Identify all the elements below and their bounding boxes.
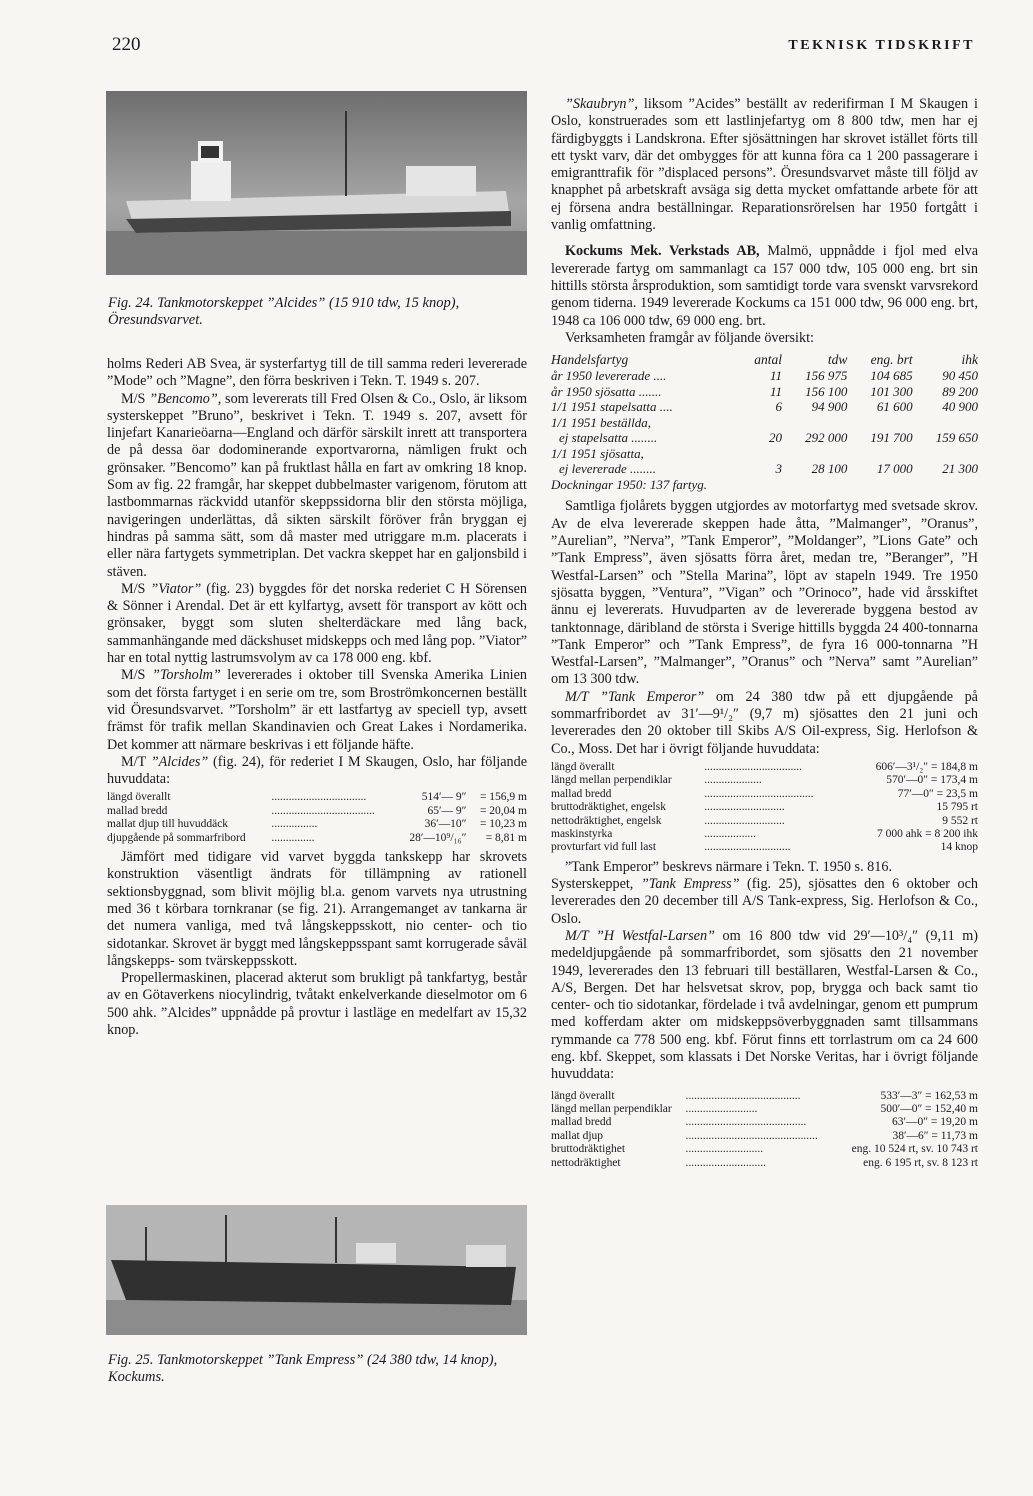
table-row: 1/1 1951 sjösatta, [551,445,644,461]
right-paragraph-8: M/T ”H Westfal-Larsen” om 16 800 tdw vid 29′—10³/₄″ (9,11 m) medeldjupgående på sommarfribordet, som sjösatts den 21 november 1949, levererades den 13 februari till beställaren, Westfal-Larsen & Co., A/S, Bergen. Det har helsvetsat skrov, pop, brygga och back samt tio center- och tio sidotankar, fördelade i två avdelningar, genom ett pumprum med kofferdam akter om midskeppsöverbyggnaden samt tillsammans rymmande ca 778 500 eng. kbf. Förut finns ett torrlastrum om ca 24 600 eng. kbf. Skeppet, som klassats i Det Norske Veritas, har i övrigt följande huvuddata: [551,927,978,1083]
spec-row: längd överallt ................................. 514′— 9″ = 156,9 m [107,791,527,804]
left-paragraph-2: M/S ”Bencomo”, som levererats till Fred Olsen & Co., Oslo, är liksom systerskeppet ”Bruno”, beskrivet i Tekn. T. 1949 s. 207, avsett för linjefart Kanarieöarna—England och därför särskilt inrett att transportera de på dessa öar dodominerande exportvarorna, nämligen frukt och grönsaker. ”Bencomo” kan på fruktlast hålla en fart av omkring 18 knop. Som av fig. 22 framgår, har skeppet dubbelmaster varigenom, förutom att lastbommarnas räckvidd utanför skeppssidorna blir den största möjliga, navigeringen underlättas, då sikten särskilt föröver från bryggan ej hindras på samma sätt, som då master med utriggare m.m. placerats i eller nära fartygets symmetriplan. Det vackra skeppet har en galjonsbild i stäven. [107,390,527,580]
table-row: ej stapelsatta ........ 20 292 000 191 700 159 650 [559,430,978,446]
tank-emperor-specs-table [551,761,978,855]
right-paragraph-5: M/T ”Tank Emperor” om 24 380 tdw på ett djupgående på sommarfribordet av 31′—9¹/₂″ (9,7 m) sjösattes den 21 juni och levererades den 20 oktober till Skibs A/S Oil-express, Sig. Herlofson & Co., Moss. Det har i övrigt följande huvuddata: [551,688,978,757]
spec-row: mallad bredd .......................................... 63′—0″ = 19,20 m [551,1116,978,1129]
table-row: år 1950 levererade .... 11 156 975 104 685 90 450 [551,368,978,384]
spec-row: bruttodräktighet ........................... eng. 10 524 rt, sv. 10 743 rt [551,1143,978,1156]
right-paragraph-6: ”Tank Emperor” beskrevs närmare i Tekn. T. 1950 s. 816. [565,858,892,875]
table-row: 1/1 1951 stapelsatta .... 6 94 900 61 600 40 900 [551,399,978,415]
spec-row: nettodräktighet ............................ eng. 6 195 rt, sv. 8 123 rt [551,1156,978,1169]
left-paragraph-5: M/T ”Alcides” (fig. 24), för rederiet I M Skaugen, Oslo, har följande huvuddata: [107,753,527,788]
table-header-row: Handelsfartyg antal tdw eng. brt ihk [551,352,978,368]
right-paragraph-7: Systerskeppet, ”Tank Empress” (fig. 25), sjösattes den 6 oktober och levererades den 20 december till A/S Tank-express, Sig. Herlofson & Co., Oslo. [551,876,979,927]
spec-row: djupgående på sommarfribord ............... 28′—10⁹/₁₆″ = 8,81 m [107,831,527,844]
spec-row: längd mellan perpendiklar .................... 570′—0″ = 173,4 m [551,774,978,787]
spec-row: nettodräktighet, engelsk ............................ 9 552 rt [551,814,978,827]
left-column [107,356,527,1039]
spec-row: mallat djup .............................................. 38′—6″ = 11,73 m [551,1129,978,1142]
right-paragraph-3: Verksamheten framgår av följande översikt: [565,329,814,346]
right-column [551,96,978,1170]
spec-row: längd överallt .................................. 606′—3¹/₂″ = 184,8 m [551,760,978,773]
table-row: 1/1 1951 beställda, [551,414,652,430]
journal-title: TEKNISK TIDSKRIFT [788,38,975,53]
spec-row: längd mellan perpendiklar ......................... 500′—0″ = 152,40 m [551,1103,978,1116]
table-row: år 1950 sjösatta ....... 11 156 100 101 300 89 200 [551,383,978,399]
left-paragraph-4: M/S ”Torsholm” levererades i oktober till Svenska Amerika Linien som det första fartyget i en serie om tre, som Broströmkoncernen beställt vid Öresundsvarvet. ”Torsholm” är ett lastfartyg av speciell typ, avsett främst för trafik mellan Skandinavien och Great Lakes i Nordamerika. Det kommer att närmare beskrivas i ett följande häfte. [107,667,527,753]
bencomo-name: ”Bencomo”, [149,390,222,407]
spec-row: mallat djup till huvuddäck ................ 36′—10″ = 10,23 m [107,818,527,831]
table-row: ej levererade ........ 3 28 100 17 000 21 300 [559,461,978,477]
spec-row: längd överallt ........................................ 533′—3″ = 162,53 m [551,1089,978,1102]
kockums-overview-table [551,351,978,492]
alcides-specs-table [107,791,527,845]
left-paragraph-7: Propellermaskinen, placerad akterut som brukligt på tankfartyg, består av en Götaverkens niocylindrig, tvåtakt enkelverkande dieselmotor om 6 500 ahk. ”Alcides” uppnådde på provtur i lastläge en medelfart av 15,32 knop. [107,970,527,1039]
spec-row: provturfart vid full last .............................. 14 knop [551,841,978,854]
spec-row: bruttodräktighet, engelsk ............................ 15 795 rt [551,801,978,814]
left-paragraph-3: M/S ”Viator” (fig. 23) byggdes för det norska rederiet C H Sörensen & Sönner i Arendal. Det är ett kylfartyg, avsett för transport av kött och grönsaker, byggt som sluten shelterdäckare med lång back, sammanhängande med däckshuset midskepps och med lång pop. ”Viator” har en total nyttig lastrumsvolym av ca 178 000 eng. kbf. [107,580,528,667]
spec-row: mallad bredd ...................................... 77′—0″ = 23,5 m [551,787,978,800]
table-footer-row: Dockningar 1950: 137 fartyg. [551,476,707,492]
fig25-ship-photo [106,1205,527,1335]
left-paragraph-1: holms Rederi AB Svea, är systerfartyg till de till samma rederi levererade ”Mode” och ”Magne”, den förra beskriven i Tekn. T. 1949 s. 207. [107,356,527,390]
right-paragraph-1: ”Skaubryn”, liksom ”Acides” beställt av rederifirman I M Skaugen i Oslo, konstruerades som ett lastlinjefartyg om 8 800 tdw, men har ej färdigbyggts i Landskrona. Efter sjösättningen har skrovet istället förts till ett tyskt varv, där det ombygges för att kunna föra ca 1 200 passagerare i emigranttrafik för ”displaced persons”. Öresundsvarvet måste till följd av knapphet på arbetskraft avsäga sig detta mycket omfattande arbete för att ej försena andra beställningar. Reparationsrörelsen har 1950 fortgått i vanlig omfattning. [551,96,978,234]
fig24-caption: Fig. 24. Tankmotorskeppet ”Alcides” (15 910 tdw, 15 knop), Öresundsvarvet. [108,295,460,328]
westfal-larsen-specs-table [551,1090,978,1170]
left-paragraph-6: Jämfört med tidigare vid varvet byggda tankskepp har skrovets konstruktion väsentligt ändrats för tillämpning av rationell sektionsbyggnad, som blivit möjlig bl.a. genom varvets nya utrustning med 36 t körbara tornkranar (se fig. 21). Arrangemanget av tankarna är det numera vanliga, med två långskeppsskott, nio center- och tio sidotankar. Skrovet är byggt med långskeppsspant samt korrugerade såväl långskepps- som tvärskeppsskott. [107,849,527,969]
fig25-caption: Fig. 25. Tankmotorskeppet ”Tank Empress” (24 380 tdw, 14 knop), Kockums. [108,1352,498,1385]
right-paragraph-2: Kockums Mek. Verkstads AB, Malmö, uppnådde i fjol med elva levererade fartyg om sammanlagt ca 157 000 tdw, 105 000 eng. brt sin hittills största årsproduktion, som samtidigt torde vara svenskt varvsrekord genom tiderna. 1949 levererade Kockums ca 151 000 tdw, 96 000 eng. brt, 1948 ca 106 000 tdw, 69 000 eng. brt. [551,243,978,329]
spec-row: mallad bredd .................................... 65′— 9″ = 20,04 m [107,804,527,817]
page-number: 220 [112,34,141,55]
right-paragraph-4: Samtliga fjolårets byggen utgjordes av motorfartyg med svetsade skrov. Av de elva levererade skeppen hade åtta, ”Malmanger”, ”Oranus”, ”Aurelian”, ”Nerva”, ”Tank Emperor”, ”Moldanger”, ”Lions Gate” och ”Tank Empress”, även sjösatts förra året, medan tre, ”Beranger”, ”H Westfal-Larsen” och ”Stella Marina”, löpt av stapeln 1949. Tre 1950 sjösatta byggen, ”Ventura”, ”Vigan” och ”Orinoco”, hade vid årsskiftet ännu ej levererats. Huvudparten av de levererade byggena bestod av tanktonnage, däribland de största i Sverige hittills byggda 24 400-tonnarna ”Tank Emperor” och ”Tank Empress”, de fyra 16 000-tonnarna ”H Westfal-Larsen”, ”Malmanger”, ”Oranus” och ”Nerva” samt ”Aurelian” om 13 300 tdw. [551,498,978,688]
spec-row: maskinstyrka .................. 7 000 ahk = 8 200 ihk [551,827,978,840]
fig24-ship-photo [106,91,527,275]
